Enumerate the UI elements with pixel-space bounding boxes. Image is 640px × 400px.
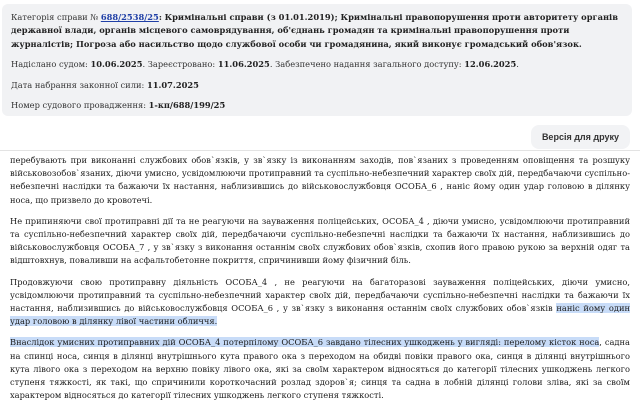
document-body xyxy=(0,150,640,400)
document-paragraph: Не припиняючи свої протиправні дії та не реагуючи на зауваження поліцейських, ОСОБА_4 , діючи умисно, усвідомлюючи протиправний та суспільно-небезпечний характер своїх дій, передбачаючи суспільно-небезпечні наслідки та бажаючи їх настання, наблизившись до військовослужбовця ОСОБА_7 , у зв`язку з виконання останнім своїх службових обов`язків, схопив його правою рукою за верхній одяг та відштовхнув, поваливши на асфальтобетонне покриття, спричинивши йому фізичний біль. xyxy=(10,215,630,266)
category-separator: : xyxy=(158,12,162,22)
registered-date: 11.06.2025 xyxy=(217,59,270,70)
document-paragraph: перебувають при виконанні службових обов`язків, у зв`язку із виконанням заходів, пов`язаних з проведенням оповіщення та розшуку військовозобов`язаних, діючи умисно, усвідомлюючи протиправний та суспільно-небезпечний характер своїх дій, передбачаючи суспільно-небезпечні наслідки та бажаючи їх настання, наблизившись до військовослужбовця ОСОБА_6 , наніс йому один удар головою в ділянку носа, що призвело до кровотечі. xyxy=(10,155,630,205)
paragraph-text: , садна на спинці носа, синця в ділянці внутрішнього кута правого ока з переходом на обидві повіки правого ока, синця в ділянці внутрішнього кута лівого ока з переходом на верхню повіку лівого ока, які за своїм характером відносяться до категорії тілесних ушкоджень легкого ступеня тяжкості, як такі, що спричинили короткочасний розлад здоров`я; синця та садна в лобній ділянці голови зліва, які за своїм характером відносяться до категорії тілесних ушкоджень легкого ступеня тяжкості. xyxy=(10,337,630,400)
proceeding-label: Номер судового провадження: xyxy=(11,100,147,111)
print-version-button[interactable]: Версія для друку xyxy=(531,125,630,149)
document-paragraph xyxy=(10,336,630,400)
effective-row xyxy=(11,79,622,92)
case-category xyxy=(11,11,622,51)
case-number-link[interactable]: 688/2538/25 xyxy=(100,12,159,22)
access-label: Забезпечено надання загального доступу: xyxy=(275,59,462,70)
dates-row: Надіслано судом: 10.06.2025. Зареєстровано: 11.06.2025. Забезпечено надання загального доступу: 12.06.2025. xyxy=(11,59,519,70)
proceeding-row xyxy=(11,99,622,112)
document-paragraph xyxy=(10,276,630,329)
access-date: 12.06.2025 xyxy=(464,59,517,70)
proceeding-number: 1-кп/688/199/25 xyxy=(148,100,226,111)
selected-text: наніс йому один удар головою в ділянку лівої частини обличчя. xyxy=(10,303,631,327)
selected-text: Внаслідок умисних протиправних дій ОСОБА_4 потерпілому ОСОБА_6 завдано тілесних ушкоджень у вигляді: перелому кісток носа xyxy=(10,337,600,348)
paragraph-text: Продовжуючи свою протиправну діяльність ОСОБА_4 , не реагуючи на багаторазові зауваження поліцейських, діючи умисно, усвідомлюючи протиправний та суспільно-небезпечний характер своїх дій, передбачаючи суспільно-небезпечні наслідки та бажаючи їх настання, наблизившись до військовослужбовця ОСОБА_6 , у зв`язку з виконання останнім своїх службових обов`язків xyxy=(10,276,630,314)
category-label: Категорія справи № xyxy=(11,12,99,22)
effective-date: 11.07.2025 xyxy=(146,79,199,90)
registered-label: Зареєстровано: xyxy=(147,59,216,70)
sent-label: Надіслано судом: xyxy=(11,59,88,70)
toolbar xyxy=(0,118,640,154)
sent-date: 10.06.2025 xyxy=(90,59,143,70)
category-text: Кримінальні справи (з 01.01.2019); Кримінальні правопорушення проти авторитету органів державної влади, органів місцевого самоврядування, об'єднань громадян та кримінальні правопорушення проти журналістів; Погроза або насильство щодо службової особи чи громадянина, який виконує громадський обов'язок. xyxy=(11,12,618,49)
case-info-panel xyxy=(2,4,632,116)
effective-label: Дата набрання законної сили: xyxy=(11,79,145,90)
